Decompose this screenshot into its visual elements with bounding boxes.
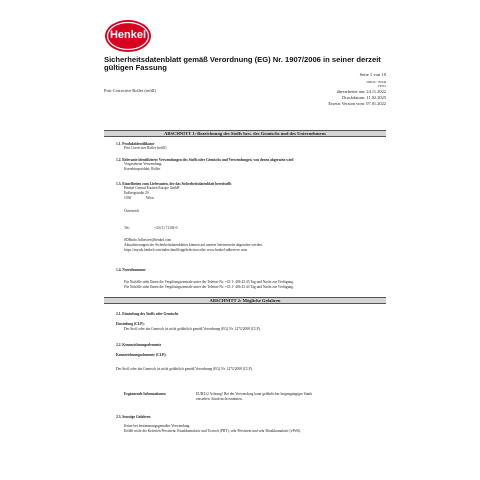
product-name: Pritt Corrective Roller (refill)	[104, 88, 156, 93]
heading-1-2: 1.2. Relevante identifizierte Verwendungen des Stoffs oder Gemischs und Verwendungen, von denen abgeraten wird	[116, 158, 294, 162]
henkel-logo	[104, 18, 152, 54]
section-2-heading: ABSCHNITT 2: Mögliche Gefahren	[104, 297, 386, 304]
phone-number: +43 (1) 71104-0	[154, 226, 178, 230]
clp-label: Einstufung (CLP):	[116, 322, 145, 326]
zip: 1030	[124, 196, 132, 201]
sds-no: 787449	[377, 81, 386, 84]
replaces-version: Ersetzt Version vom: 07.01.2022	[328, 101, 386, 107]
country: Österreich	[124, 209, 139, 213]
supplementary-text	[196, 392, 312, 402]
sds-no-label: SDB-Nr.:	[366, 81, 377, 84]
document-title: Sicherheitsdatenblatt gemäß Verordnung (EG) Nr. 1907/2006 in seiner derzeit gültigen Fassung	[104, 55, 381, 73]
heading-1-1: 1.1. Produktidentifikator	[116, 142, 155, 146]
email[interactable]: SDBinfo.Adhesive@henkel.com	[124, 238, 172, 242]
intended-use-label: Vorgesehene Verwendung:	[124, 162, 163, 166]
revised-date: überarbeitet am: 24.11.2022	[336, 89, 386, 94]
date-block	[328, 89, 386, 108]
intended-use-value: Korrekturprodukt; Roller	[124, 167, 161, 172]
version: V003.2	[377, 84, 386, 88]
heading-1-4: 1.4. Notrufnummer	[116, 268, 146, 272]
product-identifier: Pritt Corrective Roller (refill)	[124, 146, 167, 150]
heading-2-3: 2.3. Sonstige Gefahren	[116, 415, 151, 419]
sds-link[interactable]: https://mysds.henkel.com/index.html#/appSelection oder www.henkel-adhesives.com.	[124, 248, 248, 253]
other-hazards-line-2: Erfüllt nicht die Kriterien Persistent, Bioakkumulativ und Toxisch (PBT), sehr Persistent und sehr Bioakkumulativ (vPvB).	[124, 429, 301, 434]
contact-info	[124, 238, 263, 254]
clp-text: Der Stoff oder das Gemisch ist nicht gefährlich gemäß Verordnung (EG) Nr. 1272/2008 (CLP).	[124, 327, 261, 331]
heading-1-3: 1.3. Einzelheiten zum Lieferanten, der das Sicherheitsdatenblatt bereitstellt	[116, 182, 232, 186]
phone-row	[124, 226, 177, 231]
supplementary-line-2: entstehen. Staub nicht einatmen.	[196, 397, 243, 402]
emergency-line-2: Für Notfälle steht Ihnen die Vergiftungszentrale unter der Telefon-Nr. +43 1- 406 43 43 Tag und Nacht zur Verfügung.	[124, 285, 294, 290]
emergency-line-1: Für Notfälle steht Ihnen die Vergiftungszentrale unter der Telefon-Nr. +43 1- 406 43 43 Tag und Nacht zur Verfügung.	[124, 280, 294, 284]
sds-meta	[366, 81, 386, 88]
heading-2-1: 2.1. Einstufung des Stoffs oder Gemischs	[116, 312, 179, 316]
phone-label: Tel.:	[124, 226, 131, 230]
page-number: Seite 1 von 10	[359, 72, 386, 77]
city: Wien	[146, 196, 154, 201]
updates-note: Aktualisierungen der Sicherheitsdatenblätter können auf unserer Internetseite abgerufen werden.	[124, 243, 263, 248]
print-date: Druckdatum: 11.02.2025	[342, 95, 386, 101]
company-name: Henkel Central Eastern Europe GmbH	[124, 186, 180, 190]
labelling-text: Der Stoff oder das Gemisch ist nicht gefährlich gemäß Verordnung (EG) Nr. 1272/2008 (CLP).	[116, 367, 253, 371]
street: Erdbergstraße 29	[124, 191, 149, 196]
supplementary-line-1: EUH212 Achtung! Bei der Verwendung kann gefährlicher lungengängiger Staub	[196, 392, 312, 396]
labelling-label: Kennzeichnungselemente (CLP):	[116, 353, 167, 357]
other-hazards-line-1: Keine bei bestimmungsgemäßer Verwendung.	[124, 424, 191, 428]
supplementary-label: Ergänzende Informationen	[124, 392, 166, 396]
supplier-address	[124, 186, 180, 202]
logo-text: Henkel	[109, 29, 147, 41]
emergency-info	[124, 280, 294, 290]
other-hazards	[124, 424, 301, 434]
intended-use	[124, 162, 162, 172]
heading-2-2: 2.2. Kennzeichnungselemente	[116, 343, 162, 347]
section-1-heading: ABSCHNITT 1: Bezeichnung des Stoffs bzw. des Gemischs und des Unternehmens	[104, 130, 386, 137]
